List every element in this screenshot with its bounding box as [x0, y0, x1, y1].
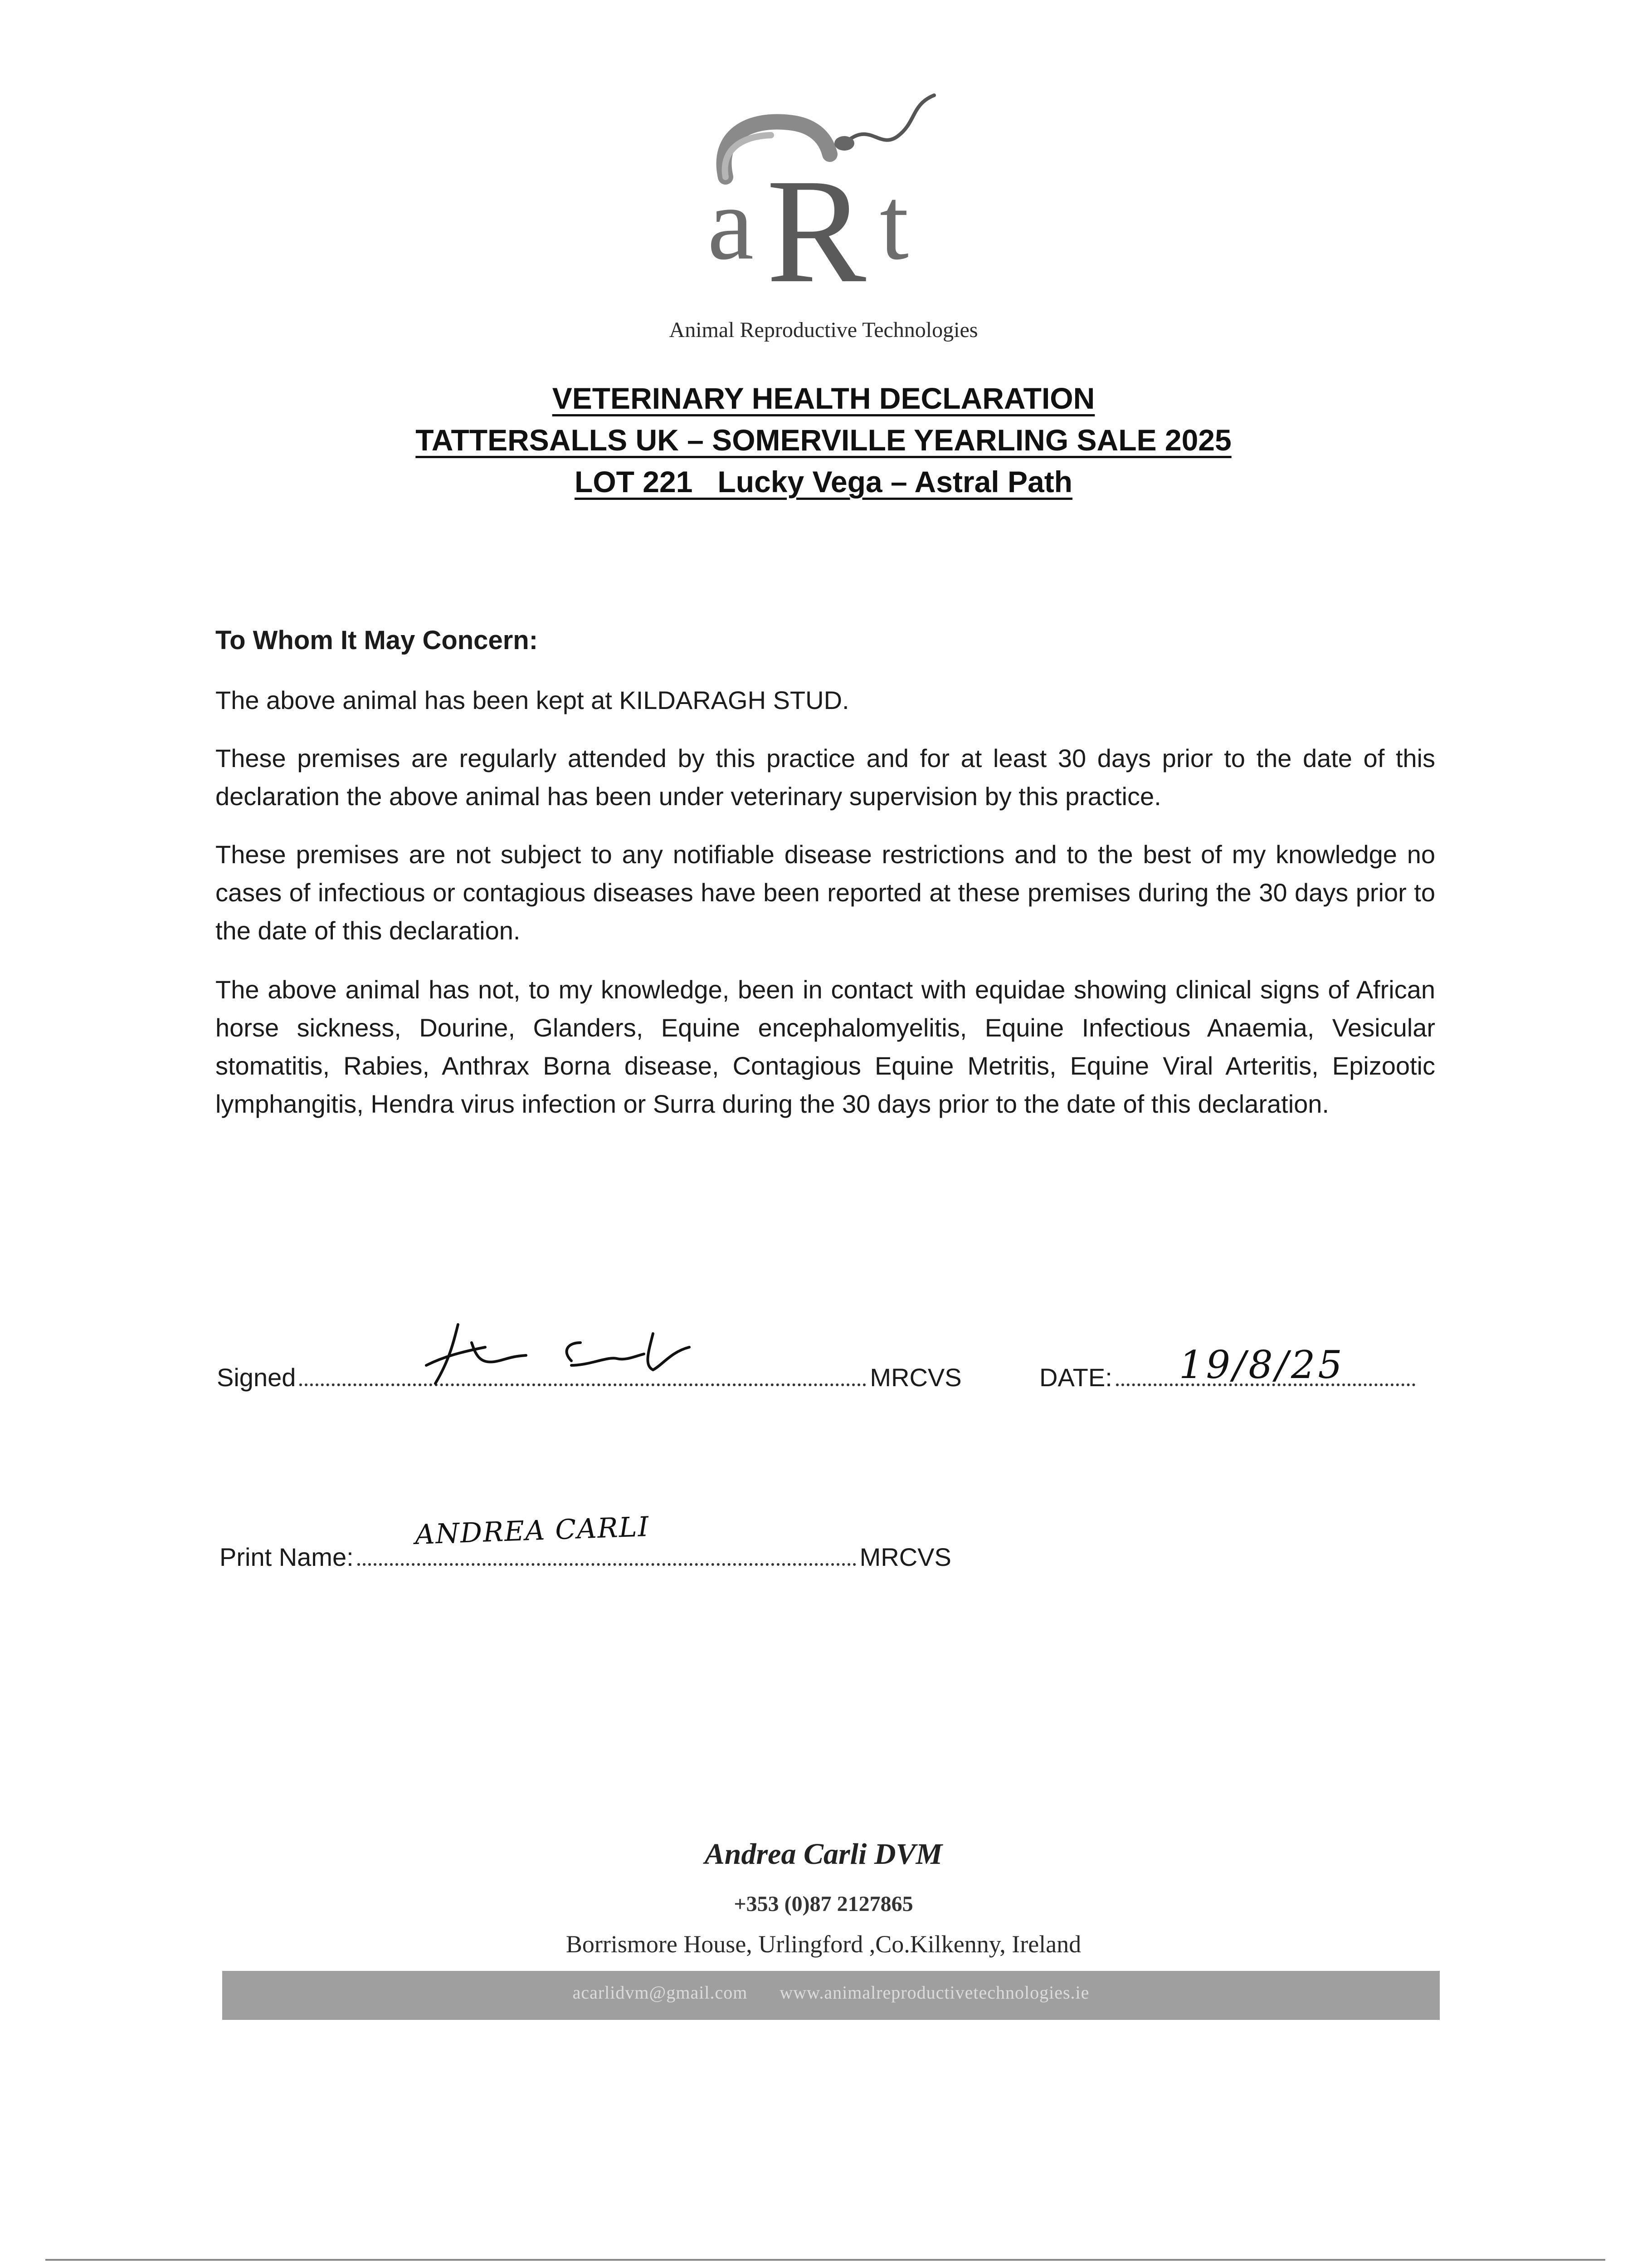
lot-title: LOT 221 Lucky Vega – Astral Path: [575, 465, 1072, 499]
paragraph-contact: The above animal has not, to my knowledge, been in contact with equidae showing clinical signs of African horse sickness, Dourine, Glanders, Equine encephalomyelitis, Equine Infectious Anaemia, Vesicular stomatitis, Rabies, Anthrax Borna disease, Contagious Equine Metritis, Equine Viral Arteritis, Epizootic lymphangitis, Hendra virus infection or Surra during the 30 days prior to the date of this declaration.: [215, 975, 1435, 1118]
art-logo: [698, 86, 979, 340]
paragraph-restrictions: These premises are not subject to any notifiable disease restrictions and to the best of my knowledge no cases of infectious or contagious diseases have been reported at these premises during the 30 days prior to the date of this declaration.: [215, 840, 1435, 945]
print-name-handwritten: ANDREA CARLI: [414, 1510, 650, 1551]
footer-website[interactable]: www.animalreproductivetechnologies.ie: [780, 1982, 1090, 2003]
doctor-phone: +353 (0)87 2127865: [734, 1892, 913, 1916]
svg-text:t: t: [880, 166, 909, 281]
sale-title: TATTERSALLS UK – SOMERVILLE YEARLING SALE 2025: [415, 423, 1232, 457]
footer-email[interactable]: acarlidvm@gmail.com: [572, 1982, 748, 2003]
svg-text:a: a: [707, 166, 754, 281]
signed-label: Signed: [217, 1363, 296, 1392]
paragraph-premises: The above animal has been kept at KILDARAGH STUD.: [215, 686, 849, 714]
svg-text:R: R: [766, 148, 867, 314]
print-name-dotted-line: [357, 1563, 856, 1566]
paragraph-supervision: These premises are regularly attended by this practice and for at least 30 days prior to the date of this declaration the above animal has been under veterinary supervision by this practice.: [215, 744, 1435, 811]
handwritten-signature: [417, 1315, 735, 1393]
doctor-address: Borrismore House, Urlingford ,Co.Kilkenny, Ireland: [565, 1931, 1082, 1958]
footer-contact-bar: [222, 1971, 1440, 2020]
logo-caption: Animal Reproductive Technologies: [669, 318, 978, 342]
page-bottom-rule: [45, 2259, 1605, 2261]
signed-mrcvs-label: MRCVS: [870, 1363, 962, 1392]
date-label: DATE:: [1039, 1363, 1112, 1392]
date-value: 19/8/25: [1179, 1343, 1345, 1387]
document-title: VETERINARY HEALTH DECLARATION: [552, 381, 1095, 415]
salutation: To Whom It May Concern:: [215, 626, 538, 655]
print-name-label: Print Name:: [219, 1543, 354, 1571]
print-mrcvs-label: MRCVS: [859, 1543, 951, 1571]
print-name-line: [219, 1542, 951, 1572]
doctor-name: Andrea Carli DVM: [704, 1838, 943, 1871]
